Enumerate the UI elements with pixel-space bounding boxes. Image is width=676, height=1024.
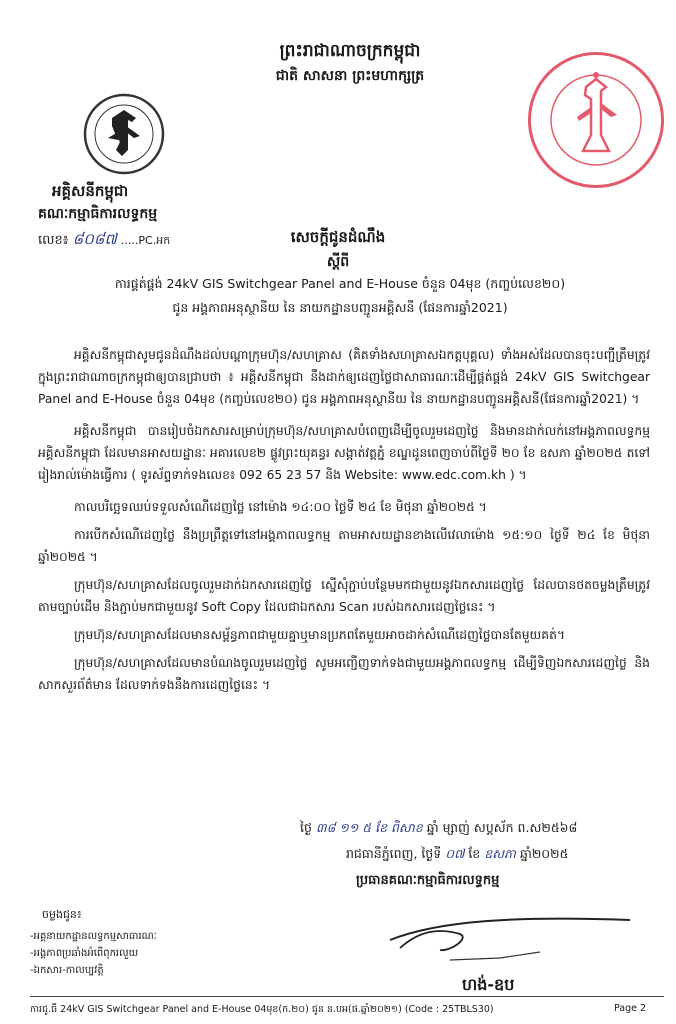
committee-name: គណៈកម្មាធិការលទ្ធកម្ម [38,206,158,222]
lunar-date-handwritten: ៣៨ ១១ ៥ ខែ ពិសាខ [315,820,423,835]
paragraph-contact: ក្រុមហ៊ុន/សហគ្រាសដែលមានបំណងចូលរួមដេញថ្លៃ សូមអញ្ជើញទាក់ទងជាមួយអង្គភាពលទ្ធកម្ម ដើម្បីទិញឯកសារដេញថ្លៃ និងសាកសួរព័ត៌មាន ដែលទាក់ទងនឹងការដេញថ្លៃនេះ ។ [38,656,650,692]
lunar-date-prefix: ថ្ងៃ [300,820,312,835]
notice-subject-line2: ជូន អង្គភាពអនុស្ថានីយ នៃ នាយកដ្ឋានបញ្ជូនអគ្គិសនី (ផែនការឆ្នាំ2021) [172,300,508,315]
cc-item: -ឯកសារ-កាលប្បវត្តិ [30,965,104,976]
kingdom-heading: ព្រះរាជាណាចក្រកម្ពុជា [279,41,421,61]
signatory-name: ហង់-ឧប [462,975,515,994]
handwritten-signature [380,900,660,990]
national-motto: ជាតិ សាសនា ព្រះមហាក្សត្រ [275,68,425,84]
paragraph-soft-copy: ក្រុមហ៊ុន/សហគ្រាសដែលចូលរួមដាក់ឯកសារដេញថ្លៃ ស្នើសុំភ្ជាប់បន្ថែមមកជាមួយនូវឯកសារដេញថ្លៃ ដែលបានថតចម្លងត្រឹមត្រូវតាមច្បាប់ដើម និងភ្ជាប់មកជាមួយនូវ Soft Copy ដែលជាឯកសារ Scan របស់ឯកសារដេញថ្លៃនេះ ។ [38,578,650,614]
solar-date [346,846,568,865]
body-text [38,344,650,696]
official-seal-stamp [528,52,664,188]
notice-subject-line1: ការផ្គត់ផ្គង់ 24kV GIS Switchgear Panel and E-House ចំនួន 04មុខ (កញ្ចប់លេខ២០) [114,276,566,291]
notice-subject-label: ស្តីពី [326,254,350,270]
ref-number-handwritten: ៨០៨៧ [72,230,117,248]
paragraph-documents: អគ្គិសនីកម្ពុជា បានរៀបចំឯកសារសម្រាប់ក្រុមហ៊ុន/សហគ្រាសបំពេញដើម្បីចូលរួមដេញថ្លៃ និងមានដាក់លក់នៅអង្គភាពលទ្ធកម្មអគ្គិសនីកម្ពុជា ដែលមានអាសយដ្ឋានៈ អគារលេខ២ ផ្លូវព្រះយុគន្ធរ សង្កាត់វត្តភ្នំ ខណ្ឌដូនពេញចាប់ពីថ្ងៃទី ២០ ខែ ឧសភា ឆ្នាំ២០២៥ តទៅរៀងរាល់ម៉ោងធ្វើការ ( ទូរស័ព្ទទាក់ទងលេខ៖ 092 65 23 57 និង Website: www.edc.com.kh ) ។ [38,424,650,482]
cc-item: -អគ្គនាយកដ្ឋានលទ្ធកម្មសាធារណៈ [30,931,157,942]
paragraph-one-bid: ក្រុមហ៊ុន/សហគ្រាសដែលមានសម្ព័ន្ធភាពជាមួយគ្នាឬមានប្រភពតែមួយអាចដាក់សំណើដេញថ្លៃបានតែមួយគត់។ [74,628,565,642]
solar-month-label: ខែ [468,846,481,861]
lunar-date [300,820,577,839]
org-name: អគ្គិសនីកម្ពុជា [52,182,129,200]
ref-suffix: .....PC.អក [120,234,171,247]
solar-day: ០៧ [445,846,465,861]
solar-year: ឆ្នាំ២០២៥ [519,846,569,861]
cc-list [30,908,157,979]
lunar-date-suffix: ឆ្នាំ ម្សាញ់ សប្តស័ក ព.ស២៥៦៨ [426,820,578,835]
ref-label: លេខ៖ [38,233,69,248]
edc-logo [82,92,166,176]
footer-page-number: Page 2 [614,1003,647,1014]
paragraph-opening: ការបើកសំណើដេញថ្លៃ នឹងប្រព្រឹត្តទៅនៅអង្គភាពលទ្ធកម្ម តាមអាសយដ្ឋានខាងលើវេលាម៉ោង ១៥:១០ ថ្ងៃទី ២៤ ខែ មិថុនា ឆ្នាំ២០២៥ ។ [38,528,650,564]
notice-title: សេចក្តីជូនដំណឹង [290,228,386,246]
paragraph-announcement: អគ្គិសនីកម្ពុជាសូមជូនដំណឹងដល់បណ្តាក្រុមហ៊ុន/សហគ្រាស (គិតទាំងសហគ្រាសឯកត្តបុគ្គល) ទាំងអស់ដែលបានចុះបញ្ជីត្រឹមត្រូវក្នុងព្រះរាជាណាចក្រកម្ពុជាឲ្យបានជ្រាបថា ៖ អគ្គិសនីកម្ពុជា នឹងដាក់ឲ្យដេញថ្លៃជាសាធារណៈដើម្បីផ្គត់ផ្គង់ 24kV GIS Switchgear Panel and E-House ចំនួន 04មុខ (កញ្ចប់លេខ២០) ជូន អង្គភាពអនុស្ថានីយ នៃ នាយកដ្ឋានបញ្ជូនអគ្គិសនី(ផែនការឆ្នាំ2021) ។ [38,348,650,406]
footer-reference: ការជូ.ធី 24kV GIS Switchgear Panel and E-House 04មុខ(ក.២០) ជូន ន.បអ(ផ.ឆ្នាំ២០២១) (Code : 25TBLS30) [30,1004,494,1015]
cc-item: -អង្គភាពប្រឆាំងអំពើពុករលួយ [30,948,139,959]
cc-heading: ចម្លងជូន៖ [42,908,82,921]
paragraph-deadline: កាលបរិច្ឆេទឈប់ទទួលសំណើដេញថ្លៃ នៅម៉ោង ១៤:០០ ថ្ងៃទី ២៤ ខែ មិថុនា ឆ្នាំ២០២៥ ។ [74,500,487,514]
solar-month: ឧសភា [484,846,516,861]
signatory-title: ប្រធានគណៈកម្មាធិការលទ្ធកម្ម [356,873,500,888]
solar-date-prefix: រាជធានីភ្នំពេញ, ថ្ងៃទី [346,846,442,861]
footer-rule [30,996,664,997]
reference-number [38,230,170,252]
